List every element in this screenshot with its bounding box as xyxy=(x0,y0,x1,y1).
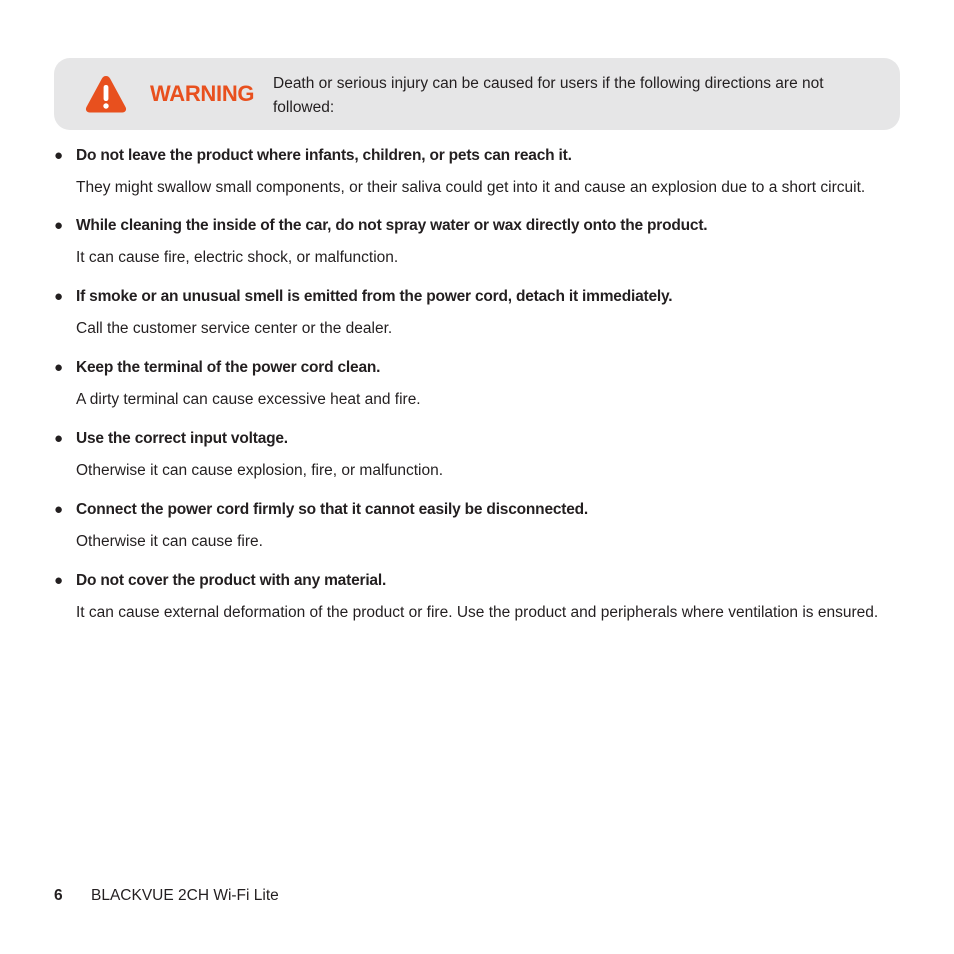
item-description: They might swallow small components, or their saliva could get into it and cause an explosion due to a short circuit. xyxy=(76,179,866,196)
item-description: A dirty terminal can cause excessive heat and fire. xyxy=(76,391,421,408)
item-title: Do not cover the product with any material. xyxy=(76,572,387,589)
list-item xyxy=(54,285,900,341)
list-item xyxy=(54,569,900,625)
list-item xyxy=(54,144,900,200)
bullet-icon: ● xyxy=(54,359,64,376)
warning-triangle-icon xyxy=(84,74,128,114)
bullet-icon: ● xyxy=(54,572,64,589)
item-description: It can cause fire, electric shock, or malfunction. xyxy=(76,249,399,266)
list-item xyxy=(54,214,900,270)
item-title: Connect the power cord firmly so that it cannot easily be disconnected. xyxy=(76,501,589,518)
list-item xyxy=(54,356,900,412)
item-title: If smoke or an unusual smell is emitted from the power cord, detach it immediately. xyxy=(76,288,673,305)
item-description: Otherwise it can cause explosion, fire, or malfunction. xyxy=(76,462,444,479)
item-description: It can cause external deformation of the product or fire. Use the product and peripherals where ventilation is ensured. xyxy=(76,604,879,621)
page-footer xyxy=(54,885,279,907)
bullet-icon: ● xyxy=(54,501,64,518)
list-item xyxy=(54,427,900,483)
warning-label: WARNING xyxy=(150,81,255,106)
warning-text: Death or serious injury can be caused for users if the following directions are not followed: xyxy=(273,75,824,116)
safety-items-list xyxy=(54,144,900,625)
item-title: Use the correct input voltage. xyxy=(76,430,288,447)
bullet-icon: ● xyxy=(54,430,64,447)
page-number: 6 xyxy=(54,887,63,904)
item-title: While cleaning the inside of the car, do not spray water or wax directly onto the product. xyxy=(76,217,708,234)
item-description: Call the customer service center or the dealer. xyxy=(76,320,393,337)
item-title: Do not leave the product where infants, children, or pets can reach it. xyxy=(76,147,572,164)
product-name: BLACKVUE 2CH Wi-Fi Lite xyxy=(91,887,279,904)
bullet-icon: ● xyxy=(54,288,64,305)
item-title: Keep the terminal of the power cord clean. xyxy=(76,359,381,376)
bullet-icon: ● xyxy=(54,147,64,164)
item-description: Otherwise it can cause fire. xyxy=(76,533,263,550)
list-item xyxy=(54,498,900,554)
bullet-icon: ● xyxy=(54,217,64,234)
